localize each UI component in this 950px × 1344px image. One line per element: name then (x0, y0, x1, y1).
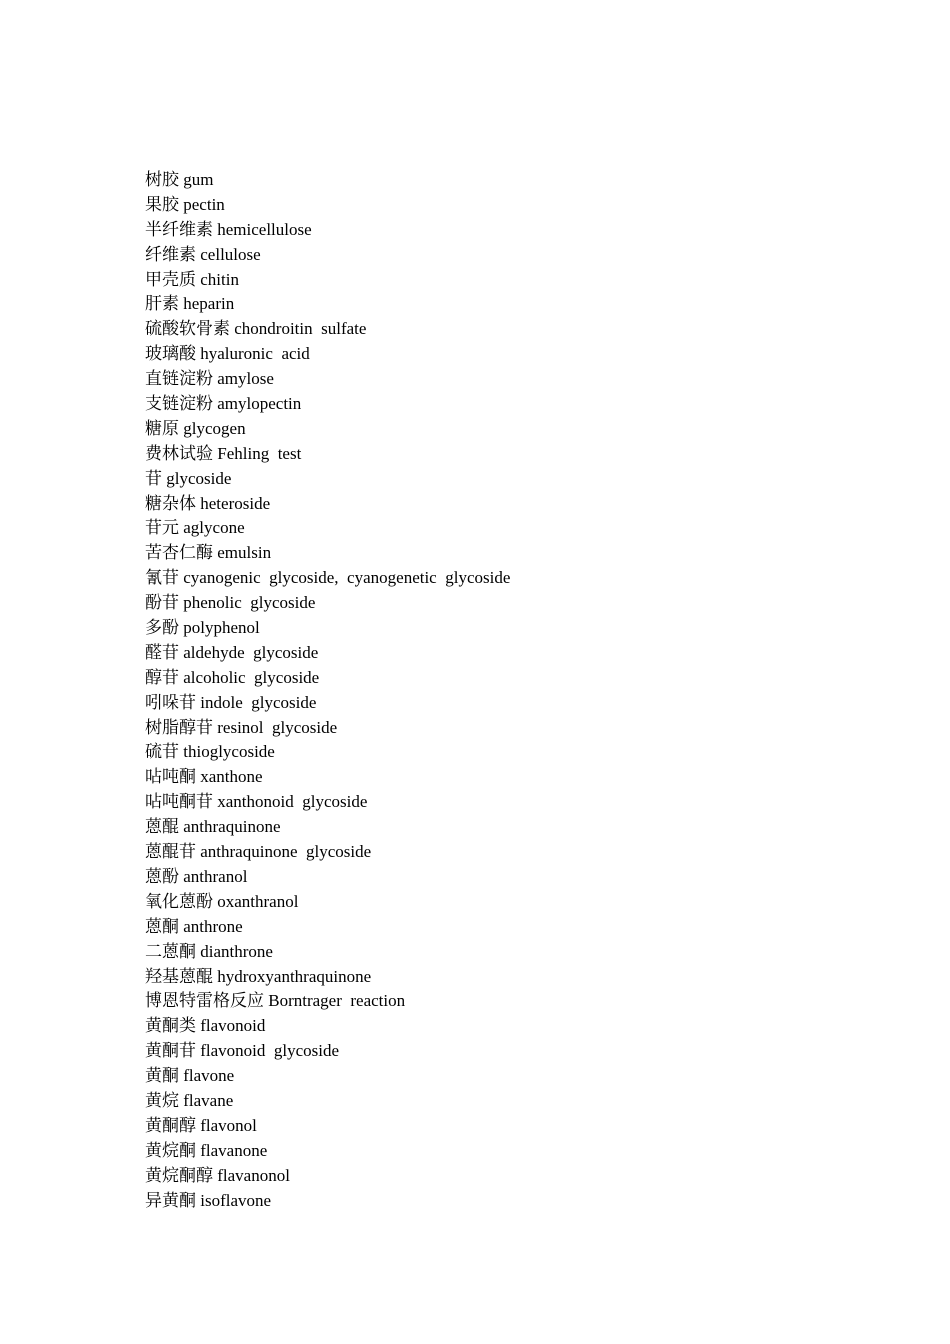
glossary-entry: 硫苷 thioglycoside (145, 742, 275, 762)
glossary-entry: 糖杂体 heteroside (145, 493, 271, 513)
glossary-entry: 多酚 polyphenol (145, 618, 260, 638)
glossary-entry: 硫酸软骨素 chondroitin sulfate (145, 319, 367, 339)
glossary-entry: 肝素 heparin (145, 294, 235, 314)
glossary-entry: 苷 glycoside (145, 468, 232, 488)
glossary-entry: 树胶 gum (145, 170, 214, 189)
glossary-entry: 黄酮 flavone (145, 1066, 235, 1086)
glossary-entry: 纤维素 cellulose (145, 244, 261, 264)
glossary-entry: 黄酮醇 flavonol (145, 1115, 257, 1135)
glossary-entry: 玻璃酸 hyaluronic acid (145, 344, 310, 364)
glossary-list (145, 168, 510, 1213)
glossary-entry: 半纤维素 hemicellulose (145, 219, 312, 239)
glossary-entry: 二蒽酮 dianthrone (145, 941, 273, 961)
glossary-entry: 蒽酮 anthrone (145, 916, 243, 936)
glossary-entry: 氰苷 cyanogenic glycoside, cyanogenetic glycoside (145, 568, 511, 588)
glossary-entry: 黄烷 flavane (145, 1090, 234, 1110)
glossary-entry: 糖原 glycogen (145, 418, 246, 438)
glossary-entry: 果胶 pectin (145, 194, 225, 214)
glossary-entry: 酚苷 phenolic glycoside (145, 593, 316, 613)
glossary-entry: 费林试验 Fehling test (145, 443, 302, 463)
glossary-entry: 蒽醌苷 anthraquinone glycoside (145, 842, 372, 862)
glossary-entry: 氧化蒽酚 oxanthranol (145, 891, 299, 911)
glossary-entry: 黄酮苷 flavonoid glycoside (145, 1041, 340, 1061)
glossary-entry: 黄烷酮醇 flavanonol (145, 1165, 290, 1185)
glossary-entry: 蒽醌 anthraquinone (145, 817, 281, 837)
glossary-entry: 吲哚苷 indole glycoside (145, 692, 317, 712)
glossary-entry: 羟基蒽醌 hydroxyanthraquinone (145, 966, 372, 986)
glossary-entry: 博恩特雷格反应 Borntrager reaction (145, 991, 406, 1011)
glossary-entry: 醛苷 aldehyde glycoside (145, 642, 319, 662)
glossary-entry: 蒽酚 anthranol (145, 866, 248, 886)
glossary-entry: 异黄酮 isoflavone (145, 1190, 272, 1210)
glossary-entry: 甲壳质 chitin (145, 269, 239, 289)
glossary-entry: 呫吨酮 xanthone (145, 767, 263, 787)
glossary-entry: 醇苷 alcoholic glycoside (145, 667, 320, 687)
glossary-entry: 呫吨酮苷 xanthonoid glycoside (145, 792, 368, 812)
glossary-entry: 苦杏仁酶 emulsin (145, 543, 272, 563)
glossary-entry: 黄烷酮 flavanone (145, 1140, 268, 1160)
glossary-entry: 树脂醇苷 resinol glycoside (145, 717, 338, 737)
glossary-entry: 苷元 aglycone (145, 518, 245, 538)
glossary-entry: 支链淀粉 amylopectin (145, 394, 302, 414)
glossary-entry: 直链淀粉 amylose (145, 369, 274, 389)
glossary-entry: 黄酮类 flavonoid (145, 1016, 266, 1036)
